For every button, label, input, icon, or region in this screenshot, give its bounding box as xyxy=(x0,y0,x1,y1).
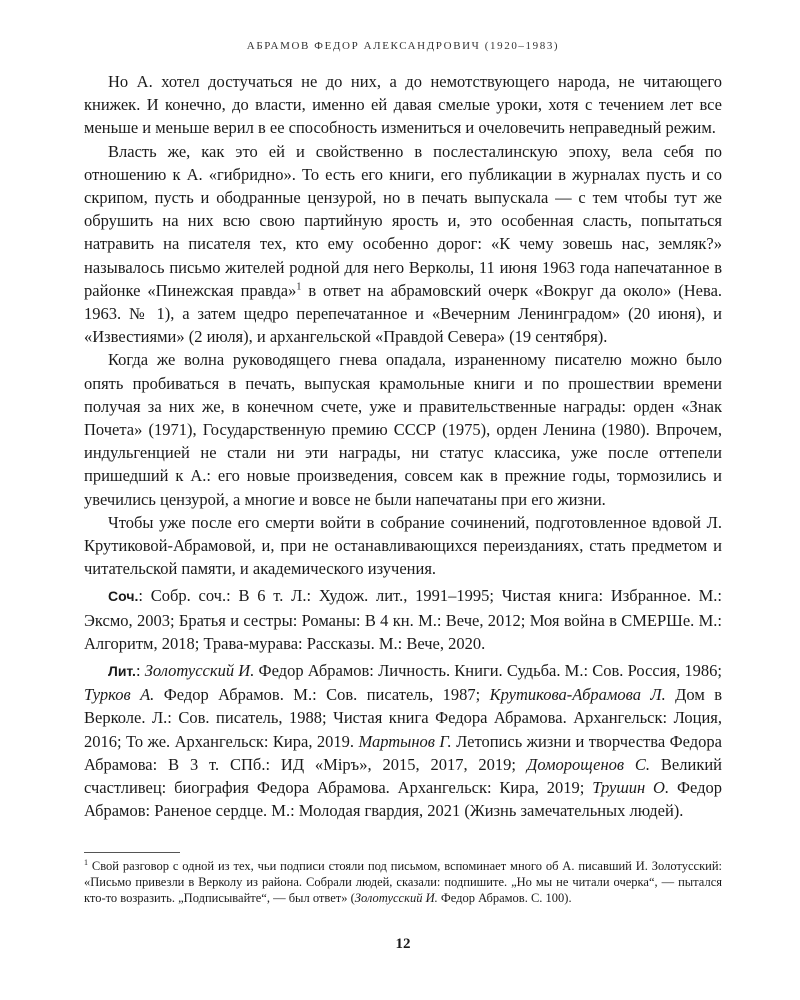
footnote-part: Свой разговор с одной из тех, чьи подписи стояли под письмом, вспоминает много об А. писавший И. Золотусский: «Письмо привезли в Верколу из района. Собрали людей, сказали: подпишите. „Но мы не читали очерка“, — пытался кто-то возразить. „Подписывайте“, — был ответ» ( xyxy=(84,859,722,905)
literature-author: Доморощенов С. xyxy=(526,754,651,774)
literature-part: Летопись жизни и творчества Федора Абрамова: В 3 т. СПб.: ИД «Міръ», 2015, 2017, 2019; xyxy=(84,731,722,774)
paragraph-2-text: Власть же, как это ей и свойственно в послесталинскую эпоху, вела себя по отношению к А. «гибридно». То есть его книги, его публикации в журналах пусть и со скрипом, пусть и ободранные цензурой, но в печать выпускала — с тем чтобы тут же обрушить на них всю свою партийную ярость и, это особенная сласть, попытаться натравить на писателя тех, кто ему особенно дорог: «К чему зовешь нас, земляк?» называлось письмо жителей родной для него Верколы, 11 июня 1963 года напечатанное в районке «Пинежская правда» xyxy=(84,141,722,300)
footnote-reference[interactable]: 1 xyxy=(296,281,302,293)
literature-author: Крутикова-Абрамова Л. xyxy=(489,685,666,705)
footnote-author: Золотусский И. xyxy=(354,891,438,905)
works-text: : Собр. соч.: В 6 т. Л.: Худож. лит., 1991–1995; Чистая книга: Избранное. М.: Эксмо, 2003; Братья и сестры: Романы: В 4 кн. М.: Вече, 2012; Моя война в СМЕРШе. М.: Алгоритм, 2018; Трава-мурава: Рассказы. М.: Вече, 2020. xyxy=(84,586,722,653)
paragraph-1: Но А. хотел достучаться не до них, а до немотствующего народа, не читающего книжек. И конечно, до власти, именно ей давая смелые уроки, хотя с течением лет все меньше и меньше верил в ее способность измениться и очеловечить неправедный режим. xyxy=(84,72,722,138)
literature-part: Федор Абрамов: Раненое сердце. М.: Молодая гвардия, 2021 (Жизнь замечательных людей). xyxy=(84,778,722,821)
paragraph-2 xyxy=(84,140,722,349)
literature-part: Дом в Верколе. Л.: Сов. писатель, 1988; Чистая книга Федора Абрамова. Архангельск: Лоция, 2016; То же. Архангельск: Кира, 2019. xyxy=(84,685,722,751)
footnote xyxy=(84,858,722,906)
works-entry xyxy=(84,584,722,655)
footnote-divider xyxy=(84,852,180,853)
paragraph-2-continuation: в ответ на абрамовский очерк «Вокруг да около» (Нева. 1963. № 1), а затем щедро перепечатанное и «Вечерним Ленинградом» (20 июня), и «Известиями» (2 июля), и архангельской «Правдой Севера» (19 сентября). xyxy=(84,280,723,347)
literature-part: Великий счастливец: биография Федора Абрамова. Архангельск: Кира, 2019; xyxy=(84,754,722,798)
literature-author: Турков А. xyxy=(84,685,155,705)
running-head: АБРАМОВ ФЕДОР АЛЕКСАНДРОВИЧ (1920–1983) xyxy=(246,40,560,52)
literature-part: Федор Абрамов. М.: Сов. писатель, 1987; xyxy=(154,685,490,705)
literature-author: Мартынов Г. xyxy=(358,731,452,751)
literature-part: Федор Абрамов: Личность. Книги. Судьба. М.: Сов. Россия, 1986; xyxy=(254,661,723,681)
literature-author: Золотусский И. xyxy=(144,661,255,681)
literature-label: Лит. xyxy=(108,663,136,680)
works-label: Соч. xyxy=(108,588,139,605)
book-page xyxy=(84,0,722,1000)
literature-part: : xyxy=(135,661,145,681)
page-number: 12 xyxy=(395,936,411,952)
paragraph-4: Чтобы уже после его смерти войти в собрание сочинений, подготовленное вдовой Л. Крутиковой-Абрамовой, и, при не останавливающихся переизданиях, стать предметом и читательской памяти, и академического изучения. xyxy=(84,512,722,579)
footnote-number: 1 xyxy=(84,857,88,867)
literature-entry xyxy=(84,659,722,822)
main-text xyxy=(84,70,722,823)
literature-author: Трушин О. xyxy=(592,778,670,798)
footnote-text xyxy=(84,858,722,906)
footnote-part: Федор Абрамов. С. 100). xyxy=(437,891,572,905)
paragraph-3: Когда же волна руководящего гнева опадала, израненному писателю можно было опять пробиваться в печать, выпуская крамольные книги и по прошествии времени получая за них же, в конечном счете, уже и правительственные награды: орден «Знак Почета» (1971), Государственную премию СССР (1975), орден Ленина (1980). Впрочем, индульгенцией не стали ни эти награды, ни статус классика, уже после оттепели пришедший к А.: его новые произведения, совсем как в прежние годы, тормозились и увечились цензурой, а многие и вовсе не были напечатаны при его жизни. xyxy=(84,350,722,509)
